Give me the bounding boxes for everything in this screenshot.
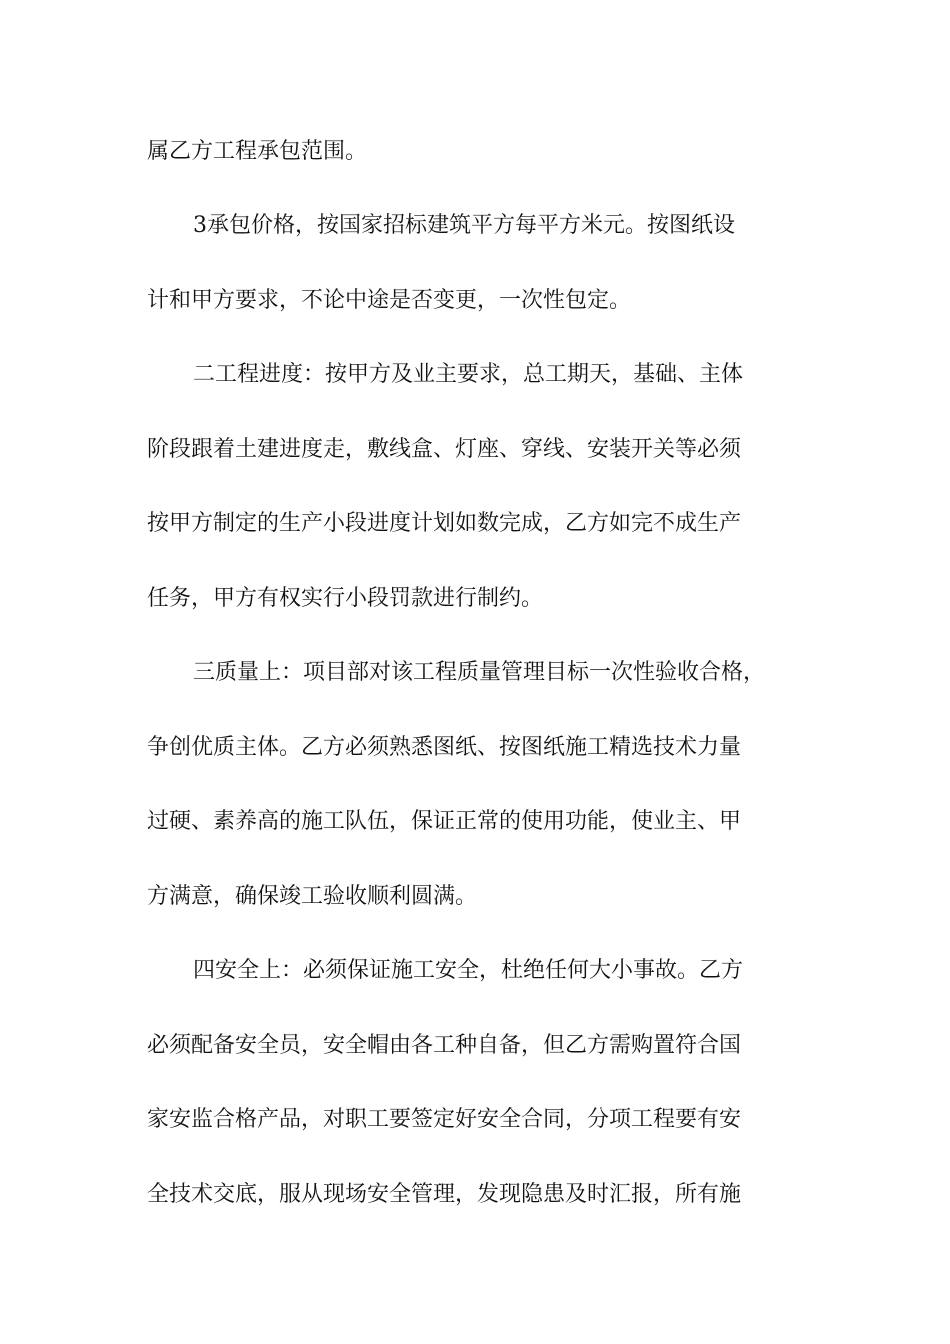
text-line: 争创优质主体。乙方必须熟悉图纸、按图纸施工精选技术力量 xyxy=(147,735,742,760)
text-line: 二工程进度：按甲方及业主要求，总工期天，基础、主体 xyxy=(193,362,744,387)
text-line: 阶段跟着土建进度走，敷线盒、灯座、穿线、安装开关等必须 xyxy=(147,437,742,462)
text-line: 三质量上：项目部对该工程质量管理目标一次性验收合格， xyxy=(193,660,766,685)
text-line: 过硬、素养高的施工队伍，保证正常的使用功能，使业主、甲 xyxy=(147,809,742,834)
text-line: 按甲方制定的生产小段进度计划如数完成，乙方如完不成生产 xyxy=(147,511,742,536)
text-line: 必须配备安全员，安全帽由各工种自备，但乙方需购置符合国 xyxy=(147,1033,742,1058)
text-line: 计和甲方要求，不论中途是否变更，一次性包定。 xyxy=(147,288,632,313)
text-line: 3承包价格，按国家招标建筑平方每平方米元。按图纸设 xyxy=(193,213,735,238)
text-line: 家安监合格产品，对职工要签定好安全合同，分项工程要有安 xyxy=(147,1107,742,1132)
text-line: 四安全上：必须保证施工安全，杜绝任何大小事故。乙方 xyxy=(193,958,744,983)
text-line: 方满意，确保竣工验收顺利圆满。 xyxy=(147,884,478,909)
text-line: 属乙方工程承包范围。 xyxy=(147,139,368,164)
text-line: 全技术交底，服从现场安全管理，发现隐患及时汇报，所有施 xyxy=(147,1182,742,1207)
text-line: 任务，甲方有权实行小段罚款进行制约。 xyxy=(147,586,544,611)
